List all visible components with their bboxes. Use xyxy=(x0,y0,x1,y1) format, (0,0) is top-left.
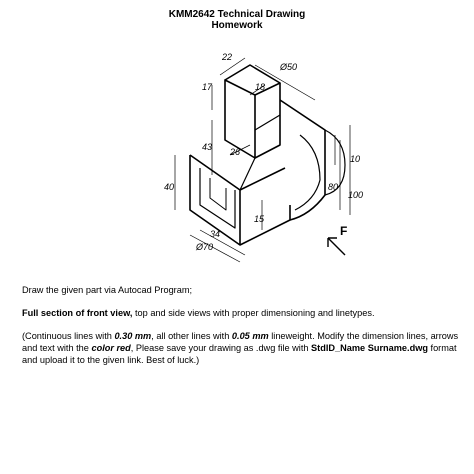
dim-label: 17 xyxy=(202,82,213,92)
instruction-line-2 xyxy=(22,307,462,319)
dim-label: Ø50 xyxy=(280,62,298,72)
dim-label: 40 xyxy=(164,182,175,192)
filename-format: StdID_Name Surname.dwg xyxy=(311,343,428,353)
dim-label: 43 xyxy=(202,142,213,152)
color-instruction: color red xyxy=(91,343,131,353)
dim-label: 26 xyxy=(230,147,241,157)
instruction-text: , Please save your drawing as .dwg file with xyxy=(130,343,312,353)
page-title: KMM2642 Technical Drawing xyxy=(168,9,306,20)
dim-label: 10 xyxy=(350,154,361,164)
dim-label: 80 xyxy=(328,182,339,192)
lineweight-thin: 0.05 mm xyxy=(231,331,269,341)
view-arrow-label: F xyxy=(340,224,348,238)
instruction-emphasis: Full section of front view, xyxy=(22,308,133,318)
dim-label: 15 xyxy=(254,214,265,224)
instruction-text: lineweight. Modify the dimension lines, arrows and text with the xyxy=(22,331,459,353)
instruction-paragraph-3 xyxy=(22,330,462,366)
dim-label: 34 xyxy=(210,229,221,239)
dim-label: 100 xyxy=(348,190,364,200)
instruction-text: format and upload it to the given link. Best of luck.) xyxy=(22,343,457,365)
instruction-text: , all other lines with xyxy=(151,331,232,341)
isometric-part-drawing xyxy=(150,40,380,265)
instruction-text: top and side views with proper dimensioning and linetypes. xyxy=(132,308,375,318)
instruction-text: (Continuous lines with xyxy=(22,331,115,341)
dim-label: 18 xyxy=(255,82,266,92)
view-arrow-icon xyxy=(328,238,345,255)
instruction-line-1: Draw the given part via Autocad Program; xyxy=(22,285,193,295)
dim-label: 22 xyxy=(222,52,233,62)
lineweight-thick: 0.30 mm xyxy=(114,331,152,341)
dim-label: Ø70 xyxy=(196,242,214,252)
page-subtitle: Homework xyxy=(211,20,263,31)
